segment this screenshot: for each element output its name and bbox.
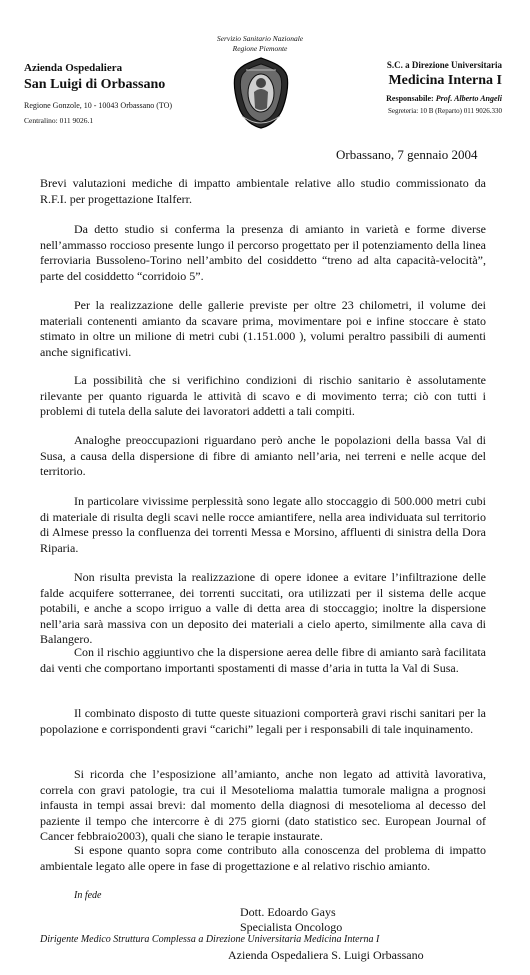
signer-name: Dott. Edoardo Gays [240,905,336,919]
header-responsible-label: Responsabile: [386,94,434,103]
paragraph-3: La possibilità che si verifichino condizioni di rischio sanitario è assolutamente rilevante per quanto riguarda le attività di scavo e di movimento terra; ciò con tutti i problemi di tutela della salute dei lavoratori addetti a tali compiti. [40,373,486,418]
paragraph-intro: Brevi valutazioni mediche di impatto ambientale relative allo studio commissionato da R.F.I. per progettazione Italferr. [40,176,486,206]
paragraph-1: Da detto studio si conferma la presenza di amianto in varietà e forme diverse nell’ammasso roccioso presente lungo il percorso progettato per il potenziamento della linea ferroviaria Bussoleno-Torino nell’ambito del cosiddetto “treno ad alta capacità-velocità”, parte del cosiddetto “corridoio 5”. [40,222,486,283]
signer-organization: Azienda Ospedaliera S. Luigi Orbassano [228,948,424,962]
paragraph-8: Il combinato disposto di tutte queste situazioni comporterà gravi rischi sanitari per la popolazione e corrispondenti gravi “carichi” legali per i responsabili di tale inquinamento. [40,706,486,736]
hospital-seal-icon [232,56,290,130]
paragraph-4: Analoghe preoccupazioni riguardano però anche le popolazioni della bassa Val di Susa, a causa della dispersione di fibre di amianto nell’aria, nei terreni e nelle acque del territorio. [40,433,486,478]
letter-date: Orbassano, 7 gennaio 2004 [336,147,478,162]
header-org-type: Azienda Ospedaliera [24,62,123,74]
paragraph-2: Per la realizzazione delle gallerie previste per oltre 23 chilometri, il volume dei materiali contenenti amianto da scavare prima, movimentare poi e infine stoccare è stato stimato in oltre un milione di metri cubi (1.151.000 ), volumi peraltro passibili di aumenti anche significativi. [40,298,486,359]
closing-in-fede: In fede [74,890,102,901]
header-responsible-name: Prof. Alberto Angeli [435,94,502,103]
signer-role: Specialista Oncologo [240,920,343,934]
paragraph-10: Si espone quanto sopra come contributo alla conoscenza del problema di impatto ambientale legato alle opere in fase di progettazione e al relativo rischio amianto. [40,843,486,873]
header-secretary: Segreteria: 10 B (Reparto) 011 9026.330 [387,107,502,115]
header-responsible [386,94,502,103]
header-hospital-name: San Luigi di Orbassano [24,77,166,92]
paragraph-6: Non risulta prevista la realizzazione di opere idonee a evitare l’infiltrazione delle falde acquifere sotterranee, dei torrenti succitati, ora utilizzati per il sistema delle acque potabili, e anche a scopo irriguo a valle di detta area di stoccaggio; inoltre la dispersione nell’aria sarà massiva con un deposito dei materiali a cielo aperto, similmente alla cava di Balangero. [40,570,486,646]
header-service-name: Servizio Sanitario Nazionale [216,34,304,43]
header-unit-name: Medicina Interna I [388,73,502,88]
signer-title: Dirigente Medico Struttura Complessa a Direzione Universitaria Medicina Interna I [40,934,380,945]
header-department: S.C. a Direzione Universitaria [386,60,502,70]
paragraph-9: Si ricorda che l’esposizione all’amianto, anche non legato ad attività lavorativa, correla con gravi patologie, tra cui il Mesotelioma malattia tumorale maligna a prognosi infausta in tempi assai brevi: dal momento della diagnosi di mesotelioma al decesso del paziente il tempo che intercorre è di 275 giorni (dato statistico sec. European Journal of Cancer febbraio2003), quali che siano le terapie instaurate. [40,767,486,843]
header-address: Regione Gonzole, 10 - 10043 Orbassano (TO) [24,101,173,110]
paragraph-5: In particolare vivissime perplessità sono legate allo stoccaggio di 500.000 metri cubi di materiale di risulta degli scavi nelle rocce amiantifere, nella area individuata sul territorio di Almese presso la confluenza dei torrenti Messa e Morsino, affluenti di sinistra della Dora Riparia. [40,494,486,555]
header-region-name: Regione Piemonte [232,44,288,53]
paragraph-7: Con il rischio aggiuntivo che la dispersione aerea delle fibre di amianto sarà facilitata dai venti che comportano importanti spostamenti di masse d’aria in tutta la Val di Susa. [40,645,486,675]
header-phone: Centralino: 011 9026.1 [24,116,94,125]
